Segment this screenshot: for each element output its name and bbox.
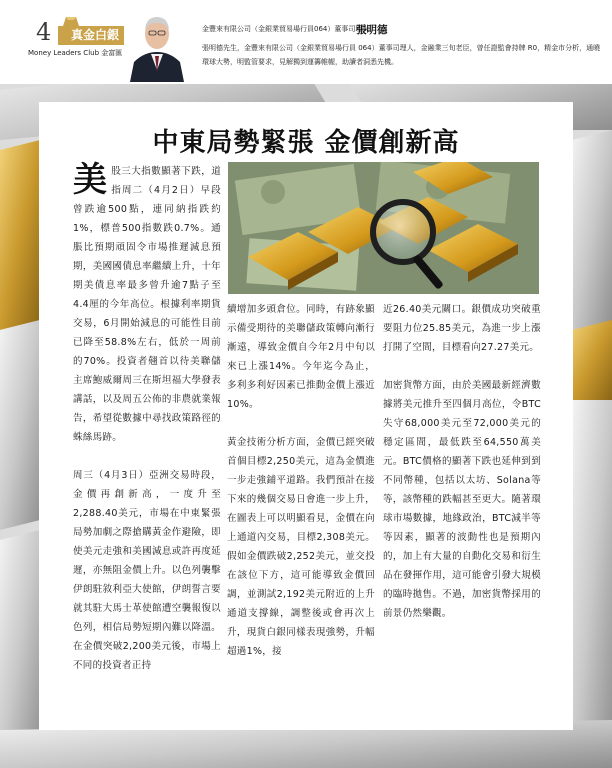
article-column-1 bbox=[73, 162, 221, 694]
dropcap: 美 bbox=[73, 160, 108, 200]
article-paragraph: 美股三大指數顯著下跌，道指周二（4月2日）早段曾跌逾500點，連同納指跌約1%，標普500指數跌0.7%。通脹比預期頑固令市場推遲減息預期，美國國債息率繼續上升，十年期美債息率最多曾升逾7點子至4.4厘的今年高位。根據利率期貨交易，6月開始減息的可能性目前已降至58.8%左右，低於一周前的70%。投資者翹首以待美聯儲主席鮑威爾周三在斯坦福大學發表講話，以及周五公佈的非農就業報告，希望從數據中尋找政策路徑的蛛絲馬跡。 bbox=[73, 160, 221, 443]
author-avatar bbox=[124, 6, 190, 82]
club-name: Money Leaders Club 金富匯 bbox=[28, 49, 123, 57]
article-column-2 bbox=[227, 300, 375, 680]
section-tag: 真金白銀 bbox=[58, 26, 132, 45]
author-role: 金豐來有限公司（金銀業貿易場行員064）董事司理人 bbox=[202, 25, 370, 33]
article-paragraph: 續增加多頭倉位。同時，有跡象顯示備受期待的美聯儲政策轉向漸行漸遠，導致金價自今年2月中旬以來已上漲14%。今年迄今為止，多利多利好因素已推動金價上漲近10%。 bbox=[227, 304, 375, 410]
page-number: 4 bbox=[36, 18, 52, 46]
article-headline: 中東局勢緊張 金價創新高 bbox=[152, 128, 460, 158]
article-paragraph: 加密貨幣方面，由於美國最新經濟數據將美元推升至四個月高位，令BTC失守68,000美元至72,000美元的穩定區間，最低跌至64,550萬美元。BTC價格的顯著下跌也延伸到到不同幣種，包括以太坊、Solana等等，該幣種的跌幅甚至更大。隨著環球市場數據，地緣政治，BTC減半等等因素，顯著的波動性也是預期內的，加上有大量的自動化交易和衍生品在發揮作用，這可能會引發大規模的臨時拋售。不過，加密貨幣採用的前景仍然樂觀。 bbox=[383, 380, 541, 619]
author-name: 張明德 bbox=[356, 24, 388, 36]
article-paragraph: 近26.40美元關口。銀價成功突破重要阻力位25.85美元，為進一步上漲打開了空間，目標看向27.27美元。 bbox=[383, 304, 541, 353]
article-column-3 bbox=[383, 300, 541, 642]
page-header bbox=[0, 0, 612, 84]
article-paragraph: 周三（4月3日）亞洲交易時段，金價再創新高，一度升至2,288.40美元，市場在中東緊張局勢加劇之際搶購黃金作避險，即使美元走強和美國減息或許再度延遲，亦無阻金價上升。以色列襲擊伊朗駐敘利亞大使館，伊朗誓言要就其駐大馬士革使館遭空襲報復以色列，相信局勢短期內難以降溫。在金價突破2,200美元後，市場上不同的投資者正持 bbox=[73, 470, 221, 671]
author-bio: 張明德先生，金豐來有限公司（金銀業貿易場行員 064）董事司理人，金融業三旬老臣，曾任證監會持牌 R0，精金市分析，通曉環球大勢，明監管要求，見解獨到運籌帷幄，助讀者洞悉先機。 bbox=[202, 44, 601, 66]
article-paragraph: 黃金技術分析方面，金價已經突破首個目標2,250美元，這為金價進一步走強鋪平道路。我們預計在接下來的幾個交易日會進一步上升，在圖表上可以明顯看見，金價在向上通道內交易，目標2,308美元。假如金價跌破2,252美元，並交投在該位下方，這可能導致金價回調，並測試2,192美元附近的上升通道支撐線，調整後或會再次上升，現貨白銀同樣表現強勢，升幅超過1%，接 bbox=[227, 437, 375, 657]
gold-bars-magnifier-photo bbox=[228, 162, 539, 294]
article-card bbox=[39, 102, 573, 730]
